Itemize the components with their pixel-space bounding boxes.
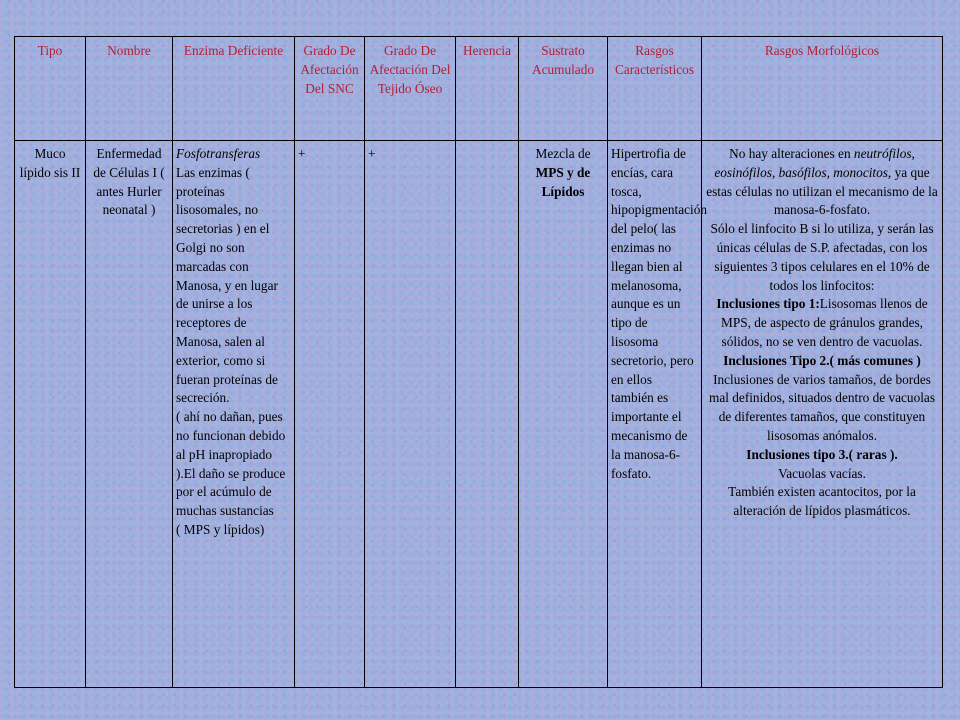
header-nombre: Nombre	[86, 37, 173, 141]
header-rasgos-morfologicos: Rasgos Morfológicos	[702, 37, 943, 141]
cell-tipo: Muco lípido sis II	[15, 141, 86, 688]
enzyme-disease-table	[14, 36, 943, 688]
sustrato-bold: MPS y de Lípidos	[535, 164, 591, 199]
morf-p1-start: No hay alteraciones en	[729, 146, 851, 161]
cell-grado-oseo: +	[365, 141, 456, 688]
header-grado-tejido-oseo: Grado De Afectación Del Tejido Óseo	[365, 37, 456, 141]
header-enzima-deficiente: Enzima Deficiente	[173, 37, 295, 141]
cell-grado-snc: +	[295, 141, 365, 688]
header-grado-snc: Grado De Afectación Del SNC	[295, 37, 365, 141]
cell-nombre: Enfermedad de Células I ( antes Hurler neonatal )	[86, 141, 173, 688]
enzima-text: Las enzimas ( proteínas lisosomales, no secretorias ) en el Golgi no son marcadas con Manosa, y en lugar de unirse a los receptores de Manosa, salen al exterior, como si fueran proteínas de secreción. ( ahí no dañan, pues no funcionan debido al pH inapropiado ).El daño se produce por el acúmulo de muchas sustancias ( MPS y lípidos)	[176, 164, 286, 537]
morf-inclusion-1	[705, 295, 939, 351]
inclusion-3-text: Vacuolas vacías.	[778, 465, 866, 481]
inclusion-1-label: Inclusiones tipo 1:	[716, 296, 820, 312]
morf-paragraph-end: También existen acantocitos, por la alteración de lípidos plasmáticos.	[728, 484, 916, 519]
inclusion-2-text: Inclusiones de varios tamaños, de bordes mal definidos, situados dentro de vacuolas de diferentes tamaños, que constituyen lisosomas anómalos.	[709, 371, 935, 443]
cell-rasgos-morfologicos	[702, 141, 943, 688]
table-header-row	[15, 37, 943, 141]
inclusion-3-label: Inclusiones tipo 3.( raras ).	[746, 446, 898, 462]
morf-paragraph-1	[705, 145, 939, 220]
sustrato-prefix: Mezcla de	[535, 146, 591, 161]
inclusion-1-text: Lisosomas llenos de MPS, de aspecto de gránulos grandes, sólidos, no se ven dentro de vacuolas.	[721, 296, 928, 349]
morf-p1-end: ya que estas células no utilizan el mecanismo de la manosa-6-fosfato.	[706, 164, 938, 218]
header-herencia: Herencia	[456, 37, 519, 141]
header-rasgos-caracteristicos: Rasgos Característicos	[608, 37, 702, 141]
inclusion-2-label: Inclusiones Tipo 2.( más comunes )	[723, 352, 921, 368]
morf-p1-italic: neutrófilos, eosinófilos, basófilos, monocitos,	[714, 146, 915, 180]
header-sustrato-acumulado: Sustrato Acumulado	[519, 37, 608, 141]
morf-paragraph-2: Sólo el linfocito B si lo utiliza, y serán las únicas células de S.P. afectadas, con los siguientes 3 tipos celulares en el 10% de todos los linfocitos:	[710, 221, 934, 293]
cell-sustrato	[519, 141, 608, 688]
cell-rasgos-caracteristicos: Hipertrofia de encías, cara tosca, hipopigmentación del pelo( las enzimas no llegan bien al melanosoma, aunque es un tipo de lisosoma secretorio, pero en ellos también es importante el mecanismo de la manosa-6-fosfato.	[608, 141, 702, 688]
enzima-title: Fosfotransferas	[176, 146, 261, 161]
cell-herencia	[456, 141, 519, 688]
table-row	[15, 141, 943, 688]
header-tipo: Tipo	[15, 37, 86, 141]
cell-enzima	[173, 141, 295, 688]
